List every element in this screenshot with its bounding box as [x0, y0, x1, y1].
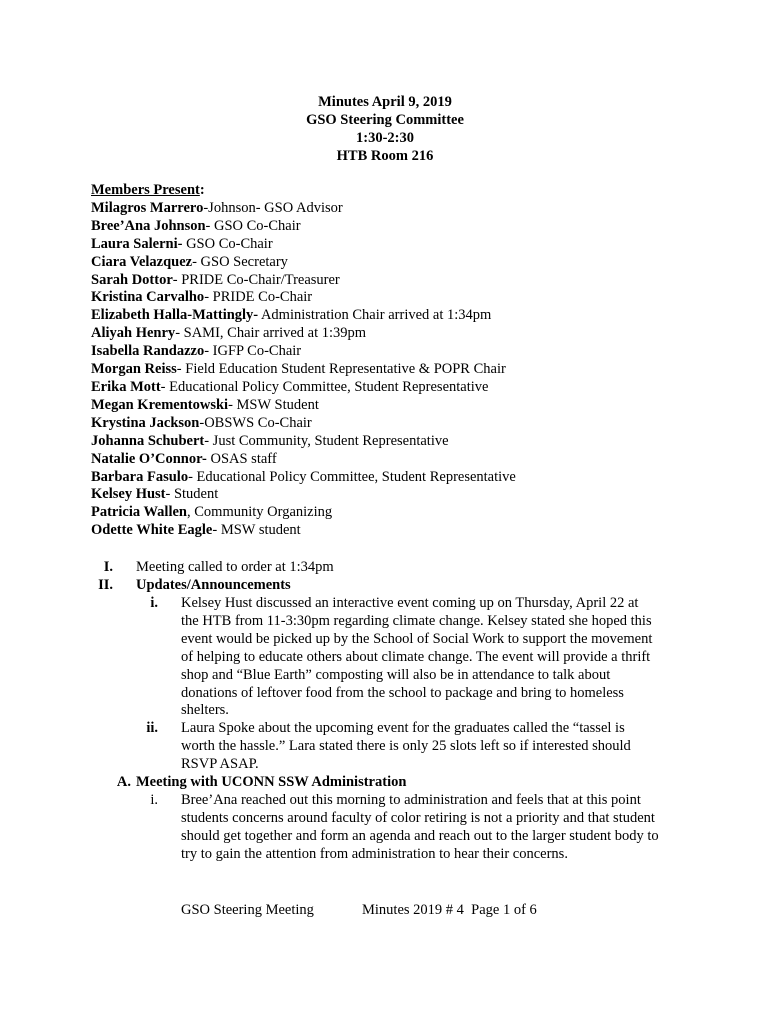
paragraph-line: event would be picked up by the School of Social Work to support the movement: [181, 630, 653, 647]
paragraph-line: the HTB from 11-3:30pm regarding climate change. Kelsey stated she hoped this: [181, 612, 652, 629]
member-name: Barbara Fasulo: [91, 468, 189, 485]
agenda-marker: II.: [98, 577, 113, 593]
member-entry: [91, 218, 711, 236]
member-name: Natalie O’Connor-: [91, 450, 207, 467]
subitem-paragraph: [181, 595, 701, 720]
member-entry: [91, 379, 711, 397]
member-entry: [91, 361, 711, 379]
paragraph-line: shelters.: [181, 702, 229, 719]
paragraph-line: worth the hassle.” Lara stated there is only 25 slots left so if interested should: [181, 737, 631, 754]
member-name: Kristina Carvalho: [91, 289, 205, 306]
member-role: -Johnson- GSO Advisor: [203, 199, 343, 216]
member-role: - IGFP Co-Chair: [204, 343, 302, 360]
member-entry: [91, 236, 711, 254]
member-role: - Just Community, Student Representative: [204, 432, 449, 449]
member-name: Bree’Ana Johnson: [91, 217, 206, 234]
member-role: - GSO Secretary: [192, 253, 288, 270]
header-room: HTB Room 216: [336, 148, 434, 164]
paragraph-line: students concerns around faculty of color retiring is not a priority and that student: [181, 809, 655, 826]
agenda-heading: Updates/Announcements: [136, 577, 291, 593]
member-name: Laura Salerni-: [91, 235, 183, 252]
subitem-marker: i.: [150, 792, 158, 808]
header-date: Minutes April 9, 2019: [318, 94, 452, 110]
footer-left: GSO Steering Meeting: [181, 902, 314, 918]
paragraph-line: RSVP ASAP.: [181, 755, 259, 772]
member-role: - GSO Co-Chair: [205, 217, 301, 234]
member-role: - MSW Student: [228, 396, 319, 413]
member-entry: [91, 504, 711, 522]
member-name: Krystina Jackson: [91, 414, 200, 431]
member-entry: [91, 289, 711, 307]
agenda-marker: A.: [116, 774, 131, 790]
member-role: Administration Chair arrived at 1:34pm: [258, 307, 492, 324]
member-role: - Student: [165, 486, 219, 503]
agenda-text: Meeting called to order at 1:34pm: [136, 559, 334, 575]
member-entry: [91, 415, 711, 433]
member-role: GSO Co-Chair: [182, 235, 273, 252]
paragraph-line: shop and “Blue Earth” composting will also be in attendance to talk about: [181, 666, 611, 683]
member-name: Sarah Dottor: [91, 271, 173, 288]
member-entry: [91, 397, 711, 415]
members-heading-colon: :: [199, 182, 205, 198]
member-role: - Field Education Student Representative & POPR Chair: [176, 361, 506, 378]
subitem-marker: ii.: [146, 720, 158, 736]
member-name: Ciara Velazquez: [91, 253, 193, 270]
member-role: - Educational Policy Committee, Student Representative: [160, 378, 489, 395]
member-name: Isabella Randazzo: [91, 343, 205, 360]
member-name: Milagros Marrero: [91, 199, 204, 216]
paragraph-line: donations of leftover food from the school to package and bring to homeless: [181, 684, 624, 701]
member-role: - MSW student: [212, 522, 301, 539]
members-present-section: [91, 182, 711, 540]
members-heading-line: [91, 182, 711, 200]
subitem-paragraph: [181, 720, 701, 774]
minutes-header: [0, 93, 770, 165]
paragraph-line: Bree’Ana reached out this morning to administration and feels that at this point: [181, 792, 641, 808]
member-entry: [91, 522, 711, 540]
paragraph-line: try to gain the attention from administration to hear their concerns.: [181, 845, 568, 862]
member-role: , Community Organizing: [187, 504, 333, 521]
subitem-paragraph: [181, 792, 701, 864]
member-role: - SAMI, Chair arrived at 1:39pm: [175, 325, 367, 342]
member-entry: [91, 469, 711, 487]
member-name: Johanna Schubert: [91, 432, 205, 449]
member-entry: [91, 343, 711, 361]
member-role: -OBSWS Co-Chair: [199, 414, 312, 431]
agenda-heading: Meeting with UCONN SSW Administration: [136, 774, 407, 790]
member-list: [91, 200, 711, 540]
member-name: Megan Krementowski: [91, 396, 229, 413]
members-heading: Members Present: [91, 182, 200, 198]
member-name: Erika Mott: [91, 378, 161, 395]
member-entry: [91, 433, 711, 451]
paragraph-line: should get together and form an agenda and reach out to the larger student body to: [181, 827, 659, 844]
paragraph-line: Laura Spoke about the upcoming event for the graduates called the “tassel is: [181, 720, 625, 736]
member-name: Kelsey Hust: [91, 486, 166, 503]
member-role: - PRIDE Co-Chair/Treasurer: [172, 271, 340, 288]
member-role: - PRIDE Co-Chair: [204, 289, 313, 306]
member-entry: [91, 451, 711, 469]
header-committee: GSO Steering Committee: [306, 112, 464, 128]
member-name: Elizabeth Halla-Mattingly-: [91, 307, 259, 324]
member-entry: [91, 307, 711, 325]
member-entry: [91, 325, 711, 343]
header-time: 1:30-2:30: [356, 130, 414, 146]
member-entry: [91, 486, 711, 504]
agenda-marker: I.: [103, 559, 113, 575]
member-name: Morgan Reiss: [91, 361, 177, 378]
member-name: Patricia Wallen: [91, 504, 187, 521]
member-name: Odette White Eagle: [91, 522, 213, 539]
member-name: Aliyah Henry: [91, 325, 176, 342]
footer-page-info: Minutes 2019 # 4 Page 1 of 6: [362, 902, 537, 918]
member-entry: [91, 272, 711, 290]
member-role: OSAS staff: [206, 450, 277, 467]
paragraph-line: Kelsey Hust discussed an interactive event coming up on Thursday, April 22 at: [181, 595, 639, 611]
member-entry: [91, 200, 711, 218]
member-entry: [91, 254, 711, 272]
subitem-marker: i.: [150, 595, 158, 611]
member-role: - Educational Policy Committee, Student Representative: [188, 468, 516, 485]
paragraph-line: of helping to educate others about climate change. The event will provide a thrift: [181, 648, 651, 665]
